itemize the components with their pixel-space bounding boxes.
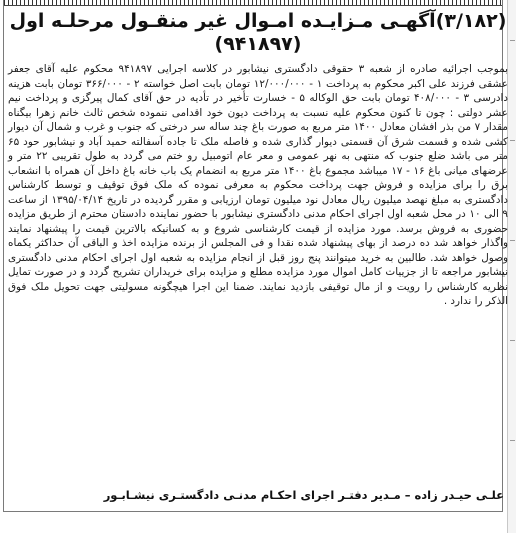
page-edge-rail [507, 0, 516, 533]
notice-title: (۳/۱۸۲)آگهـی مـزایـده امـوال غیر منقـول مرحلـه اول (۹۴۱۸۹۷) [9, 10, 507, 55]
notice-signature: علـی حیـدر زاده – مـدیر دفتـر اجرای احکـام مدنـی دادگستـری نیشـابـور [103, 488, 504, 502]
rail-tick [510, 340, 515, 341]
notice-body: بموجب اجرائیه صادره از شعبه ۳ حقوقی دادگستری نیشابور در کلاسه اجرایی ۹۴۱۸۹۷ محکوم علیه آقای جعفر عشقی فرزند علی اکبر محکوم به پرداخت ۱ - ۱۲/۰۰۰/۰۰۰ تومان بابت اصل خواسته ۲ - ۳۶۶/۰۰۰ تومان بابت هزینه دادرسی ۳ - ۴۰۸/۰۰۰ تومان بابت حق الوکاله ۵ - خسارت تأخیر در تأدیه در حق آقای کمال پیرگزی و پرداخت نیم عشر دولتی : چون تا کنون محکوم علیه نسبت به پرداخت دیون خود اقدامی ننموده شخص ثالث خانم زهرا بیگناه مقدار ۷ من بذر افشان معادل ۱۴۰۰ متر مربع به صورت باغ چند ساله سر درختی که جنوب و غرب و شمال آن دیوار کشی شده و قسمت شرق آن قسمتی دیوار گذاری شده و فاصله ملک تا جاده آسفالته حمید آباد و نیشابور حود ۶۵ متر می باشد ضلع جنوب که منتهی به نهر عمومی و معر عام اتومبیل رو ختم می گردد به طول تقریبی ۲۲ متر و عرضهای میانی باغ ۱۶ - ۱۷ میباشد مجموع باغ ۱۴۰۰ متر مربع به انضمام یک باب خانه باغ داخل آن همراه با انشعاب برق را برای مزایده و فروش جهت پرداخت محکوم به معرفی نموده که ملک فوق توقیف و توسط کارشناس دادگستری به مبلغ نهصد میلیون ریال معادل نود میلیون تومان ارزیابی و مقرر گردیده در تاریخ ۱۳۹۵/۰۴/۱۴ از ساعت ۹ الی ۱۰ در محل شعبه اول اجرای احکام مدنی دادگستری نیشابور با حضور نماینده دادستان محترم از طریق مزایده حضوری به فروش برسد. مورد مزایده از قیمت کارشناسی شروع و به کسانیکه بالاترین قیمت را پیشنهاد نمایند واگذار خواهد شد ده درصد از بهای پیشنهاد شده نقدا و فی المجلس از برنده مزایده اخذ و الباقی آن حداکثر یکماه وصول خواهد شد. طالبین به خرید میتوانند پنج روز قبل از انجام مزایده به شعبه اول اجرای احکام مدنی دادگستری نیشابور مراجعه تا از جزییات کامل اموال مورد مزایده مطلع و مزایده برای خریداران تشریح گردد و در صورت تمایل نظریه کارشناس را رویت و از مال توقیفی بازدید نمایند. ضمنا این اجرا هیچگونه مسولیتی جهت تحویل ملک فوق الذکر را ندارد . [8, 63, 509, 307]
rail-tick [510, 440, 515, 441]
top-rule-border [4, 0, 502, 6]
page-bottom-margin [3, 512, 503, 533]
rail-tick [510, 140, 515, 141]
rail-tick [510, 240, 515, 241]
rail-tick [510, 40, 515, 41]
